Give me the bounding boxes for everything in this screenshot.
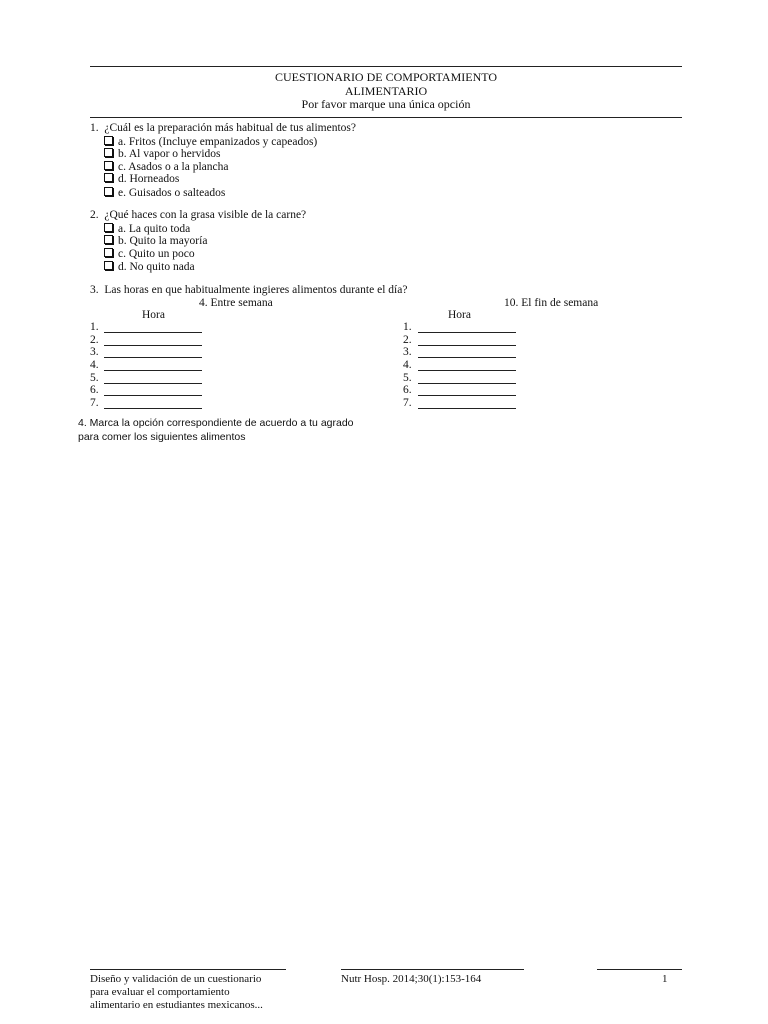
weekday-row-number: 4. [90, 359, 99, 371]
weekday-time-field[interactable] [104, 370, 202, 371]
question-3 [90, 284, 407, 297]
document-title-line-2: ALIMENTARIO [344, 83, 428, 98]
weekend-row-number: 7. [403, 397, 412, 409]
page-number: 1 [662, 973, 668, 985]
document-title-block [90, 71, 682, 112]
weekday-row-number: 3. [90, 346, 99, 358]
weekend-row-number: 2. [403, 334, 412, 346]
question-2-number: 2. [90, 209, 99, 221]
footer-article-title-line-1: Diseño y validación de un cuestionario [90, 973, 262, 985]
title-bottom-rule [90, 117, 682, 118]
question-1-option-d[interactable] [104, 173, 179, 186]
weekend-time-field[interactable] [418, 395, 516, 396]
weekday-time-field[interactable] [104, 332, 202, 333]
weekend-row-number: 3. [403, 346, 412, 358]
weekend-row-number: 6. [403, 384, 412, 396]
question-1-text: ¿Cuál es la preparación más habitual de tus alimentos? [104, 122, 357, 134]
weekend-time-field[interactable] [418, 383, 516, 384]
checkbox-icon[interactable] [104, 248, 113, 257]
question-4-line-1: 4. Marca la opción correspondiente de acuerdo a tu agrado [78, 417, 354, 429]
checkbox-icon[interactable] [104, 187, 113, 196]
weekday-row-number: 6. [90, 384, 99, 396]
weekend-heading: 10. El fin de semana [504, 297, 599, 309]
option-label: c. Asados o a la plancha [118, 161, 229, 173]
option-label: d. Horneados [118, 173, 180, 185]
checkbox-icon[interactable] [104, 148, 113, 157]
footer-rule-right [597, 969, 682, 970]
weekday-time-field[interactable] [104, 357, 202, 358]
question-3-number: 3. [90, 284, 99, 296]
weekend-time-field[interactable] [418, 370, 516, 371]
checkbox-icon[interactable] [104, 173, 113, 182]
question-1-option-e[interactable] [104, 187, 225, 200]
top-rule [90, 66, 682, 67]
footer-article-title [90, 973, 263, 1012]
option-label: a. Fritos (Incluye empanizados y capeados) [118, 136, 318, 148]
weekend-hora-label: Hora [448, 309, 471, 321]
weekend-row-number: 4. [403, 359, 412, 371]
question-2 [90, 209, 306, 222]
question-2-option-d[interactable] [104, 261, 195, 274]
weekday-heading: 4. Entre semana [199, 297, 273, 309]
option-label: b. Al vapor o hervidos [118, 148, 221, 160]
weekend-time-field[interactable] [418, 357, 516, 358]
weekday-row-number: 1. [90, 321, 99, 333]
question-2-option-a[interactable] [104, 223, 190, 236]
weekday-time-field[interactable] [104, 408, 202, 409]
question-1 [90, 122, 356, 135]
weekend-time-field[interactable] [418, 345, 516, 346]
footer-article-title-line-3: alimentario en estudiantes mexicanos... [90, 999, 263, 1011]
question-1-option-b[interactable] [104, 148, 221, 161]
question-1-option-c[interactable] [104, 161, 229, 174]
document-subtitle: Por favor marque una única opción [301, 97, 471, 111]
weekend-row-number: 5. [403, 372, 412, 384]
checkbox-icon[interactable] [104, 223, 113, 232]
question-3-text: Las horas en que habitualmente ingieres alimentos durante el día? [104, 284, 408, 296]
footer-article-title-line-2: para evaluar el comportamiento [90, 986, 230, 998]
question-2-option-b[interactable] [104, 235, 207, 248]
question-2-text: ¿Qué haces con la grasa visible de la carne? [104, 209, 307, 221]
question-2-option-c[interactable] [104, 248, 195, 261]
checkbox-icon[interactable] [104, 161, 113, 170]
weekday-row-number: 2. [90, 334, 99, 346]
weekday-time-field[interactable] [104, 345, 202, 346]
document-title-line-1: CUESTIONARIO DE COMPORTAMIENTO [274, 70, 498, 84]
question-4-line-2: para comer los siguientes alimentos [78, 431, 246, 443]
weekday-row-number: 7. [90, 397, 99, 409]
weekend-time-field[interactable] [418, 408, 516, 409]
option-label: d. No quito nada [118, 261, 195, 273]
question-1-number: 1. [90, 122, 99, 134]
question-1-option-a[interactable] [104, 136, 317, 149]
footer-citation: Nutr Hosp. 2014;30(1):153-164 [341, 973, 482, 985]
checkbox-icon[interactable] [104, 261, 113, 270]
weekday-time-field[interactable] [104, 395, 202, 396]
weekend-row-number: 1. [403, 321, 412, 333]
weekend-time-field[interactable] [418, 332, 516, 333]
option-label: a. La quito toda [118, 223, 191, 235]
weekday-row-number: 5. [90, 372, 99, 384]
checkbox-icon[interactable] [104, 136, 113, 145]
checkbox-icon[interactable] [104, 235, 113, 244]
option-label: b. Quito la mayoría [118, 235, 208, 247]
weekday-time-field[interactable] [104, 383, 202, 384]
option-label: e. Guisados o salteados [118, 187, 226, 199]
weekday-hora-label: Hora [142, 309, 165, 321]
footer-rule-left [90, 969, 286, 970]
footer-rule-center [341, 969, 524, 970]
option-label: c. Quito un poco [118, 248, 195, 260]
